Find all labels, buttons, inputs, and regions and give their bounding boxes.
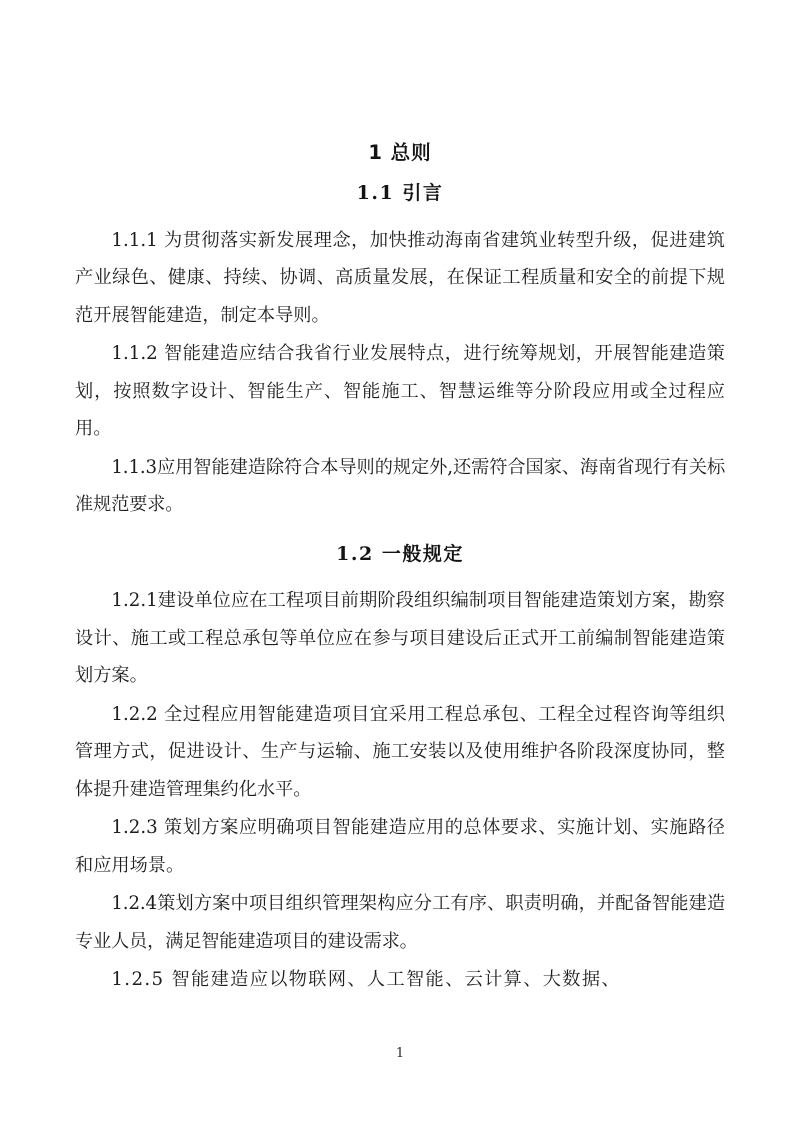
paragraph-1-2-2: 1.2.2 全过程应用智能建造项目宜采用工程总承包、工程全过程咨询等组织管理方式，促进设计、生产与运输、施工安装以及使用维护各阶段深度协同，整体提升建造管理集约化水平。 [75, 703, 725, 800]
paragraph-1-1-3: 1.1.3应用智能建造除符合本导则的规定外,还需符合国家、海南省现行有关标准规范要求。 [75, 456, 725, 516]
page-number: 1 [395, 1046, 405, 1061]
paragraph-1-1-1: 1.1.1 为贯彻落实新发展理念，加快推动海南省建筑业转型升级，促进建筑产业绿色、健康、持续、协调、高质量发展，在保证工程质量和安全的前提下规范开展智能建造，制定本导则。 [75, 229, 725, 326]
paragraph-1-2-4: 1.2.4策划方案中项目组织管理架构应分工有序、职责明确，并配备智能建造专业人员，满足智能建造项目的建设需求。 [75, 893, 725, 952]
paragraph-1-1-2: 1.1.2 智能建造应结合我省行业发展特点，进行统筹规划，开展智能建造策划，按照数字设计、智能生产、智能施工、智慧运维等分阶段应用或全过程应用。 [75, 343, 725, 440]
page-content [75, 138, 725, 1000]
paragraph-1-2-5: 1.2.5 智能建造应以物联网、人工智能、云计算、大数据、 [111, 969, 621, 991]
section-heading-1: 1 总则 [368, 141, 432, 164]
section-heading-1-2: 1.2 一般规定 [336, 542, 464, 565]
section-heading-1-1: 1.1 引言 [356, 182, 444, 205]
paragraph-1-2-1: 1.2.1建设单位应在工程项目前期阶段组织编制项目智能建造策划方案，勘察设计、施工或工程总承包等单位应在参与项目建设后正式开工前编制智能建造策划方案。 [75, 590, 725, 687]
paragraph-1-2-3: 1.2.3 策划方案应明确项目智能建造应用的总体要求、实施计划、实施路径和应用场景。 [75, 817, 725, 876]
